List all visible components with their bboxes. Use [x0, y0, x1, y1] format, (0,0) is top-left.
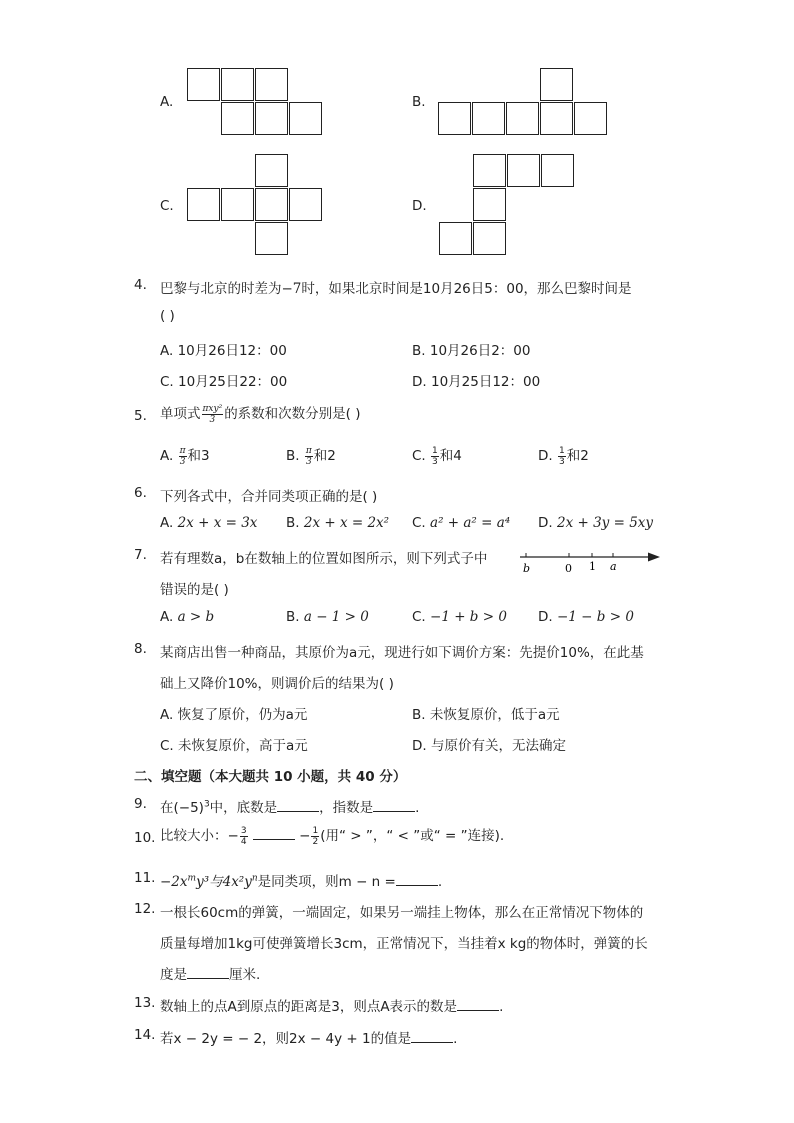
question-number: 10.: [134, 830, 156, 846]
q3-option-a-label: A.: [160, 94, 174, 110]
question-number: 9.: [134, 796, 147, 812]
q4-text-c: 时，如果北京时间是10月26日5：00，那么巴黎时间是: [301, 281, 632, 297]
option-text: 和3: [187, 448, 210, 464]
option-b: [286, 609, 369, 625]
answer-blank[interactable]: [373, 799, 415, 812]
option-a: [160, 609, 214, 625]
option-a: [160, 703, 307, 723]
option-text: 10月25日22：00: [178, 374, 288, 390]
label-a: a: [610, 560, 617, 573]
question-text-line1: 某商店出售一种商品，其原价为a元，现进行如下调价方案：先提价10%，在此基: [160, 645, 644, 661]
option-text: −1 + b > 0: [430, 609, 507, 625]
option-b: [286, 515, 389, 531]
option-text: 未恢复原价，低于a元: [429, 707, 560, 723]
question-text: $-2x^my^3$与$4x^2y^n$是同类项，则m − n = .: [160, 873, 443, 890]
option-label: B.: [412, 707, 426, 723]
answer-blank[interactable]: [187, 966, 229, 979]
frac-den: 3: [179, 456, 186, 467]
question-text: 下列各式中，合并同类项正确的是( ): [160, 489, 378, 505]
question-number: 13.: [134, 995, 156, 1011]
option-label: A.: [160, 515, 174, 531]
option-b: [412, 339, 530, 359]
option-label: D.: [538, 515, 553, 531]
question-number: 4.: [134, 277, 147, 293]
option-c: [160, 370, 287, 390]
answer-blank[interactable]: [396, 873, 438, 886]
option-label: D.: [538, 609, 553, 625]
option-label: C.: [412, 609, 426, 625]
question-number: 11.: [134, 870, 156, 886]
option-label: B.: [286, 609, 300, 625]
option-d: [538, 515, 653, 531]
answer-blank[interactable]: [411, 1030, 453, 1043]
option-a: [160, 515, 257, 531]
question-text: [160, 277, 632, 297]
option-text: 和2: [566, 448, 589, 464]
frac-num: 1: [432, 445, 438, 456]
question-text: [160, 402, 361, 425]
option-text: a² + a² = a⁴: [430, 515, 511, 531]
question-text-line2: 错误的是( ): [160, 582, 229, 598]
answer-parentheses: ( ): [160, 308, 175, 324]
answer-blank[interactable]: [277, 799, 319, 812]
option-c: [412, 444, 462, 467]
answer-blank[interactable]: [457, 998, 499, 1011]
label-b: b: [523, 562, 531, 575]
q5-text-a: 单项式: [160, 406, 201, 422]
question-text-line3: 度是 厘米.: [160, 967, 261, 983]
monomial-fraction: $\frac{\text{πxy²}}{3}$: [202, 403, 223, 425]
section-heading: 二、填空题（本大题共 10 小题，共 40 分）: [134, 769, 407, 785]
option-label: C.: [160, 374, 174, 390]
arrow-head-icon: [648, 553, 660, 562]
q3-option-b-label: B.: [412, 94, 426, 110]
option-b: [286, 444, 336, 467]
q3-option-c-label: C.: [160, 198, 174, 214]
question-text: 若x − 2y = − 2，则2x − 4y + 1的值是 .: [160, 1031, 458, 1047]
question-text-line2: 质量每增加1kg可使弹簧增长3cm，正常情况下，当挂着x kg的物体时，弹簧的长: [160, 936, 648, 952]
option-a: [160, 339, 287, 359]
option-label: B.: [286, 448, 300, 464]
option-text: 2x + x = 2x²: [303, 515, 390, 531]
frac-num: 1: [558, 445, 565, 456]
frac-num: π: [305, 445, 312, 456]
option-text: 2x + 3y = 5xy: [556, 515, 654, 531]
option-label: C.: [160, 738, 174, 754]
question-text-line1: 一根长60cm的弹簧，一端固定，如果另一端挂上物体，那么在正常情况下物体的: [160, 905, 644, 921]
option-label: C.: [412, 515, 426, 531]
answer-blank[interactable]: [253, 827, 295, 840]
option-text: −1 − b > 0: [556, 609, 634, 625]
option-label: D.: [412, 738, 427, 754]
option-label: A.: [160, 707, 174, 723]
q4-text-a: 巴黎与北京的时差为: [160, 281, 282, 297]
option-d: [538, 444, 589, 467]
option-c: [412, 515, 510, 531]
option-label: D.: [412, 374, 427, 390]
frac-den: 3: [558, 456, 565, 467]
option-label: A.: [160, 343, 174, 359]
option-label: A.: [160, 609, 174, 625]
frac-den: 3: [432, 456, 438, 467]
label-one: 1: [589, 560, 596, 573]
option-text: a − 1 > 0: [303, 609, 369, 625]
option-label: D.: [538, 448, 553, 464]
option-text: 和2: [313, 448, 336, 464]
question-number: 8.: [134, 641, 147, 657]
frac-num: π: [179, 445, 186, 456]
option-label: B.: [412, 343, 426, 359]
option-b: [412, 703, 560, 723]
option-a: [160, 444, 210, 467]
question-text: 在$(-5)^3$中，底数是 ，指数是 .: [160, 799, 420, 816]
question-number: 7.: [134, 547, 147, 563]
option-text: 2x + x = 3x: [177, 515, 258, 531]
option-text: 恢复了原价，仍为a元: [177, 707, 308, 723]
option-text: 10月26日2：00: [429, 343, 531, 359]
question-text: 数轴上的点A到原点的距离是3，则点A表示的数是 .: [160, 999, 504, 1015]
option-label: B.: [286, 515, 300, 531]
option-c: [160, 734, 308, 754]
option-text: 10月25日12：00: [430, 374, 541, 390]
question-number: 12.: [134, 901, 156, 917]
question-text: 比较大小：− $\frac{3}{4}$ − $\frac{1}{2}$ (用“ > ”，“ < ”或“ = ”连接).: [160, 825, 505, 847]
option-text: 与原价有关，无法确定: [430, 738, 566, 754]
question-text-line2: 础上又降价10%，则调价后的结果为( ): [160, 676, 394, 692]
option-d: [538, 609, 634, 625]
q3-option-d-label: D.: [412, 198, 427, 214]
option-d: [412, 734, 566, 754]
frac-den: 3: [305, 456, 312, 467]
option-label: C.: [412, 448, 426, 464]
option-text: 未恢复原价，高于a元: [178, 738, 308, 754]
question-number: 5.: [134, 408, 147, 424]
question-text-line1: 若有理数a，b在数轴上的位置如图所示，则下列式子中: [160, 551, 488, 567]
number-line-figure: [518, 548, 664, 578]
question-number: 6.: [134, 485, 147, 501]
label-zero: 0: [565, 562, 572, 575]
option-text: 和4: [439, 448, 462, 464]
option-c: [412, 609, 507, 625]
option-label: A.: [160, 448, 174, 464]
option-text: a > b: [177, 609, 215, 625]
option-text: 10月26日12：00: [177, 343, 287, 359]
q4-time-diff: −7: [281, 281, 302, 297]
q5-text-b: 的系数和次数分别是( ): [224, 406, 361, 422]
question-number: 14.: [134, 1027, 156, 1043]
option-d: [412, 370, 540, 390]
